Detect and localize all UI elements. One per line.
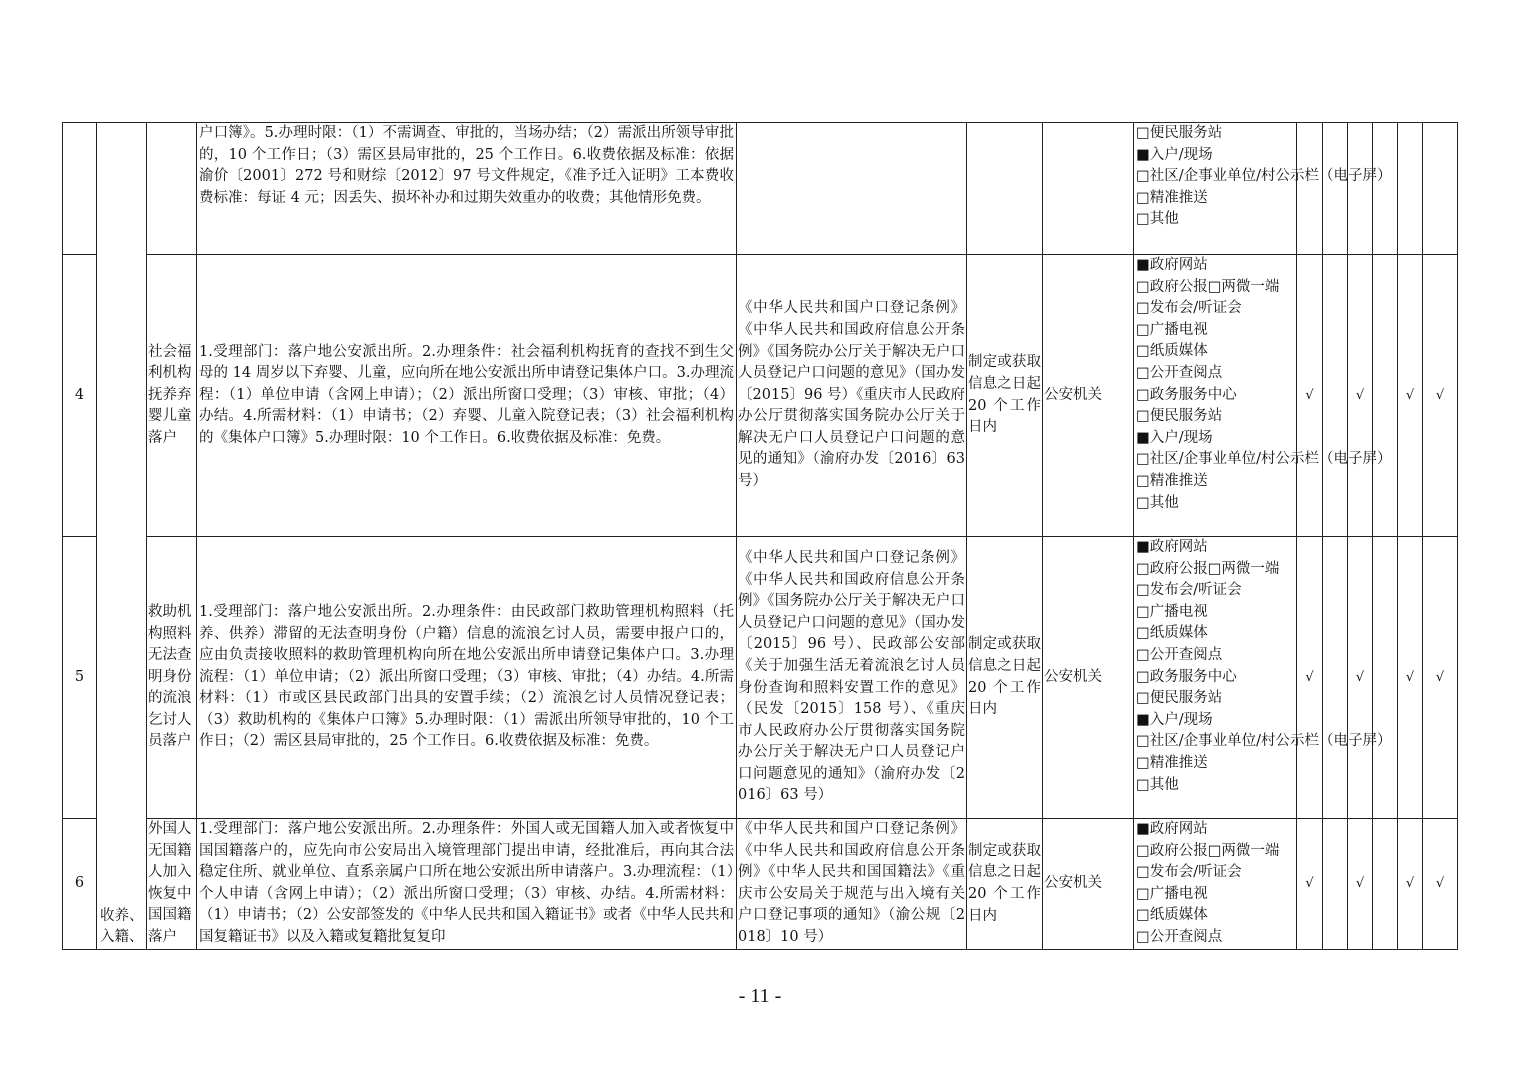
subject-cell xyxy=(1043,123,1134,255)
name-cell: 社会福利机构抚养弃婴儿童落户 xyxy=(147,255,197,537)
table-row-continued xyxy=(63,123,1458,255)
content-cell: 1.受理部门：落户地公安派出所。2.办理条件：社会福利机构抚育的查找不到生父母的 14 周岁以下弃婴、儿童，应向所在地公安派出所申请登记集体户口。3.办理流程：（1）单位申请（含网上申请）；（2）派出所窗口受理；（3）审核、审批；（4）办结。4.所需材料：（1）申请书；（2）弃婴、儿童入院登记表；（3）社会福利机构的《集体户口簿》5.办理时限：10 个工作日。6.收费依据及标准：免费。 xyxy=(197,255,737,537)
check-mark: √ xyxy=(1348,537,1373,819)
no-cell: 6 xyxy=(63,819,97,950)
check-mark: √ xyxy=(1297,255,1323,537)
table-row xyxy=(63,537,1458,819)
time-cell: 制定或获取信息之日起 20 个工作日内 xyxy=(967,819,1043,950)
check-mark xyxy=(1373,819,1398,950)
channel-option: □公开查阅点 xyxy=(1136,646,1223,663)
channel-option: □其他 xyxy=(1136,211,1179,228)
channel-option: □社区/企事业单位/村公示栏（电子屏） xyxy=(1136,168,1392,185)
channel-option: ■入户/现场 xyxy=(1136,429,1213,446)
category-label: 收养、入籍、 xyxy=(100,907,144,946)
channel-option: ■政府网站 xyxy=(1136,821,1208,837)
check-mark: √ xyxy=(1423,819,1458,950)
basis-cell: 《中华人民共和国户口登记条例》《中华人民共和国政府信息公开条例》《中华人民共和国国籍法》《重庆市公安局关于规范与出入境有关户口登记事项的通知》（渝公规〔2018〕10 号） xyxy=(737,819,967,950)
check-cell xyxy=(1323,123,1348,255)
check-mark: √ xyxy=(1398,537,1423,819)
channel-option: □其他 xyxy=(1136,494,1179,511)
channel-option: □精准推送 xyxy=(1136,189,1208,206)
check-mark xyxy=(1373,255,1398,537)
content-cell: 1.受理部门：落户地公安派出所。2.办理条件：由民政部门救助管理机构照料（托养、供养）滞留的无法查明身份（户籍）信息的流浪乞讨人员，需要申报户口的，应由负责接收照料的救助管理机构向所在地公安派出所申请登记集体户口。3.办理流程：（1）单位申请；（2）派出所窗口受理；（3）审核、审批；（4）办结。4.所需材料：（1）市或区县民政部门出具的安置手续；（2）流浪乞讨人员情况登记表；（3）救助机构的《集体户口簿》5.办理时限：（1）需派出所领导审批的，10 个工作日；（2）需区县局审批的，25 个工作日。6.收费依据及标准：免费。 xyxy=(197,537,737,819)
channel-option: □精准推送 xyxy=(1136,754,1208,771)
check-cell xyxy=(1348,123,1373,255)
name-cell: 外国人无国籍人加入恢复中国国籍落户 xyxy=(147,819,197,950)
channel-option: □公开查阅点 xyxy=(1136,928,1223,945)
content-cell: 1.受理部门：落户地公安派出所。2.办理条件：外国人或无国籍人加入或者恢复中国国籍落户的，应先向市公安局出入境管理部门提出申请，经批准后，再向其合法稳定住所、就业单位、直系亲属户口所在地公安派出所申请落户。3.办理流程：（1）个人申请（含网上申请）；（2）派出所窗口受理；（3）审核、办结。4.所需材料：（1）申请书；（2）公安部签发的《中华人民共和国入籍证书》或者《中华人民共和国复籍证书》以及入籍或复籍批复复印 xyxy=(197,819,737,950)
check-mark: √ xyxy=(1398,819,1423,950)
subject-cell: 公安机关 xyxy=(1043,819,1134,950)
channels-cell xyxy=(1134,255,1392,537)
content-cell: 户口簿》。5.办理时限：（1）不需调查、审批的，当场办结；（2）需派出所领导审批的，10 个工作日；（3）需区县局审批的，25 个工作日。6.收费依据及标准：依据渝价〔2001〕272 号和财综〔2012〕97 号文件规定，《准予迁入证明》工本费收费标准：每证 4 元；因丢失、损坏补办和过期失效重办的收费；其他情形免费。 xyxy=(197,123,737,255)
channel-option: □纸质媒体 xyxy=(1136,625,1208,642)
channel-option: □纸质媒体 xyxy=(1136,907,1208,924)
channel-option: □社区/企事业单位/村公示栏（电子屏） xyxy=(1136,451,1392,468)
page-number: - 11 - xyxy=(738,985,782,1007)
time-cell xyxy=(967,123,1043,255)
channel-option: □发布会/听证会 xyxy=(1136,582,1242,599)
disclosure-table xyxy=(62,122,1458,950)
table-row xyxy=(63,819,1458,950)
channel-option: □广播电视 xyxy=(1136,603,1208,620)
channel-option: □精准推送 xyxy=(1136,472,1208,489)
channels-cell xyxy=(1134,819,1297,950)
channel-option: □其他 xyxy=(1136,776,1179,793)
channel-option: □发布会/听证会 xyxy=(1136,864,1242,881)
channel-option: □便民服务站 xyxy=(1136,690,1223,707)
name-cell: 救助机构照料无法查明身份的流浪乞讨人员落户 xyxy=(147,537,197,819)
channel-option: □政务服务中心 xyxy=(1136,668,1237,685)
basis-cell xyxy=(737,123,967,255)
channel-option: □广播电视 xyxy=(1136,321,1208,338)
channel-option: □便民服务站 xyxy=(1136,125,1223,141)
channel-option: □纸质媒体 xyxy=(1136,343,1208,360)
check-cell xyxy=(1423,123,1458,255)
time-cell: 制定或获取信息之日起 20 个工作日内 xyxy=(967,255,1043,537)
channel-option: □政府公报□两微一端 xyxy=(1136,560,1280,577)
time-cell: 制定或获取信息之日起 20 个工作日内 xyxy=(967,537,1043,819)
channel-option: ■政府网站 xyxy=(1136,539,1208,555)
channel-option: □广播电视 xyxy=(1136,885,1208,902)
no-cell: 5 xyxy=(63,537,97,819)
category-cell xyxy=(97,123,147,950)
subject-cell: 公安机关 xyxy=(1043,537,1134,819)
channel-option: □便民服务站 xyxy=(1136,408,1223,425)
check-cell xyxy=(1398,123,1423,255)
check-cell xyxy=(1297,123,1323,255)
check-mark: √ xyxy=(1297,819,1323,950)
check-mark xyxy=(1373,537,1398,819)
check-mark: √ xyxy=(1348,819,1373,950)
channels-cell xyxy=(1134,537,1392,819)
channel-option: ■入户/现场 xyxy=(1136,711,1213,728)
channel-option: ■入户/现场 xyxy=(1136,146,1213,163)
channel-option: □政府公报□两微一端 xyxy=(1136,278,1280,295)
channel-option: ■政府网站 xyxy=(1136,257,1208,273)
basis-cell: 《中华人民共和国户口登记条例》《中华人民共和国政府信息公开条例》《国务院办公厅关于解决无户口人员登记户口问题的意见》（国办发〔2015〕96 号）《重庆市人民政府办公厅贯彻落实国务院办公厅关于解决无户口人员登记户口问题的意见的通知》（渝府办发〔2016〕63 号） xyxy=(737,255,967,537)
table-row xyxy=(63,255,1458,537)
channel-option: □社区/企事业单位/村公示栏（电子屏） xyxy=(1136,733,1392,750)
check-mark xyxy=(1323,537,1348,819)
check-mark: √ xyxy=(1423,537,1458,819)
check-mark: √ xyxy=(1423,255,1458,537)
check-mark xyxy=(1323,255,1348,537)
check-mark: √ xyxy=(1297,537,1323,819)
subject-cell: 公安机关 xyxy=(1043,255,1134,537)
channels-cell xyxy=(1134,123,1392,255)
channel-option: □发布会/听证会 xyxy=(1136,300,1242,317)
basis-cell: 《中华人民共和国户口登记条例》《中华人民共和国政府信息公开条例》《国务院办公厅关于解决无户口人员登记户口问题的意见》（国办发〔2015〕96 号）、民政部公安部《关于加强生活无着流浪乞讨人员身份查询和照料安置工作的意见》（民发〔2015〕158 号）、《重庆市人民政府办公厅贯彻落实国务院办公厅关于解决无户口人员登记户口问题意见的通知》（渝府办发〔2016〕63 号） xyxy=(737,537,967,819)
channel-option: □政府公报□两微一端 xyxy=(1136,842,1280,859)
channel-option: □政务服务中心 xyxy=(1136,386,1237,403)
no-cell xyxy=(63,123,97,255)
no-cell: 4 xyxy=(63,255,97,537)
channel-option: □公开查阅点 xyxy=(1136,364,1223,381)
name-cell xyxy=(147,123,197,255)
check-mark: √ xyxy=(1398,255,1423,537)
check-cell xyxy=(1373,123,1398,255)
check-mark: √ xyxy=(1348,255,1373,537)
check-mark xyxy=(1323,819,1348,950)
